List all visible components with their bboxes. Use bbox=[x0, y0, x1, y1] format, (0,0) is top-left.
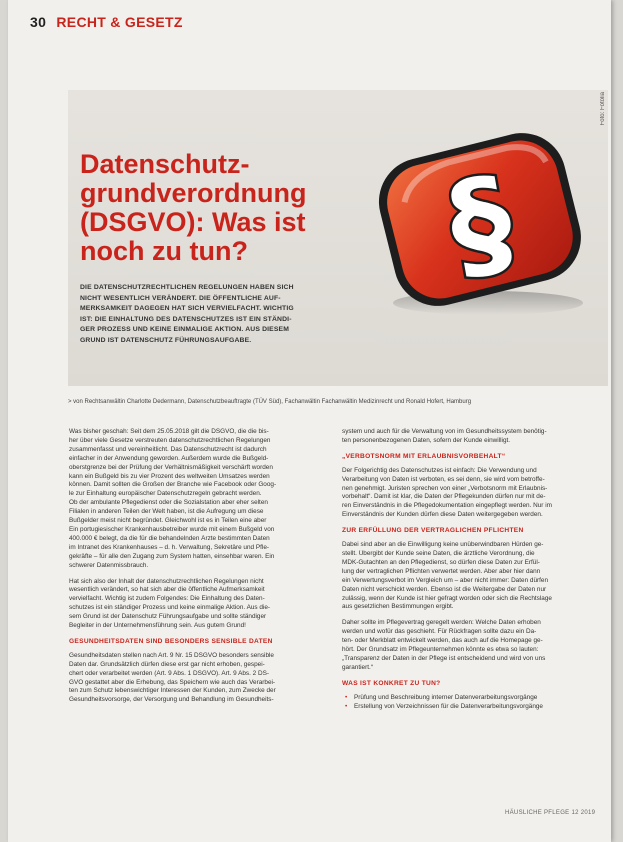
title-line: (DSGVO): Was ist bbox=[80, 207, 306, 237]
text-line: Begleiter in der Unternehmensführung sein. Aus gutem Grund! bbox=[69, 622, 246, 630]
text-line: im Intranet des Krankenhauses – d. h. Verwaltung, Sekretäre und Pfle- bbox=[69, 543, 270, 551]
intro-line: DIE DATENSCHUTZRECHTLICHEN REGELUNGEN HABEN SICH bbox=[80, 284, 294, 291]
text-line: Verarbeitung von Daten ist verboten, es sei denn, sie wird vom betroffe- bbox=[342, 475, 545, 483]
text-line: werden und wofür das geschieht. Für Rückfragen sollte dazu ein Da- bbox=[342, 628, 537, 636]
section-heading: ZUR ERFÜLLUNG DER VERTRAGLICHEN PFLICHTEN bbox=[342, 527, 524, 535]
text-line: wesentlich verändert, so hat sich aber die öffentliche Aufmerksamkeit bbox=[69, 586, 265, 594]
intro-line: MERKSAMKEIT DAGEGEN HAT SICH VERVIELFACHT. WICHTIG bbox=[80, 305, 294, 313]
author-caption: > von Rechtsanwältin Charlotte Dedermann, Datenschutzbeauftragte (TÜV Süd), Fachanwältin Fachanwältin Medizinrecht und Ronald Hofert, Hamburg bbox=[68, 399, 472, 405]
text-line: Ob der ambulante Pflegedienst oder die Sozialstation aber eher selten bbox=[69, 499, 268, 507]
text-line: vorbehalt“. Damit ist klar, die Daten der Pflegekunden dürfen nur mit de- bbox=[342, 493, 546, 501]
text-line: kann ein Bußgeld bis zu vier Prozent des weltweiten Umsatzes werden bbox=[69, 472, 270, 480]
text-line: Ein portugiesischer Krankenhausbetreiber wurde mit einem Bußgeld von bbox=[69, 525, 275, 533]
text-line: schutzes ist ein ständiger Prozess und keine einmalige Aktion. Aus die- bbox=[69, 604, 271, 612]
paragraph bbox=[69, 652, 327, 705]
text-line: Was bisher geschah: Seit dem 25.05.2018 gilt die DSGVO, die die bis- bbox=[69, 428, 269, 435]
text-line: ten- oder Merkblatt entwickelt werden, das auch auf die Homepage ge- bbox=[342, 637, 543, 645]
text-line: ein Verwertungsverbot im Vergleich um – aber nicht immer: Daten dürfen bbox=[342, 576, 549, 584]
paragraph bbox=[69, 578, 327, 631]
paragraph bbox=[342, 619, 604, 672]
paragraph bbox=[342, 428, 604, 446]
text-line: Gesundheitsvorsorge, der Versorgung und Behandlung im Gesundheits- bbox=[69, 696, 274, 704]
text-line: chert oder verarbeitet werden (Art. 9 Abs. 1 DSGVO). Art. 9 Abs. 2 DS- bbox=[69, 669, 269, 677]
section-heading: WAS IST KONKRET ZU TUN? bbox=[342, 679, 441, 687]
text-line: lung der vertraglichen Pflichten verwertet werden. Aber aber hier dann bbox=[342, 567, 541, 575]
text-line: Gesundheitsdaten stellen nach Art. 9 Nr. 15 DSGVO besonders sensible bbox=[69, 651, 274, 659]
todo-list bbox=[342, 694, 604, 712]
paragraph bbox=[342, 541, 604, 612]
intro-line: GER PROZESS UND KEINE EINMALIGE AKTION. AUS DIESEM bbox=[80, 326, 290, 334]
text-line: ten zum Schutz lebenswichtiger Interessen der Kunden, zum Zwecke der bbox=[69, 687, 276, 695]
title-line: Datenschutz- bbox=[80, 149, 250, 179]
text-line: „Transparenz der Daten in der Pflege ist entscheidend und wird von uns bbox=[342, 654, 546, 662]
text-line: Daten dar. Grundsätzlich dürfen diese erst gar nicht erhoben, gespei- bbox=[69, 660, 265, 668]
text-line: hört. Der Grundsatz im Pflegeunternehmen könnte es etwa so lauten: bbox=[342, 646, 539, 654]
page-number: 30 bbox=[30, 14, 47, 30]
photo-credit: Foto: Fotolia bbox=[600, 92, 606, 126]
list-item: • Erstellung von Verzeichnissen für die Datenverarbeitungsvorgänge bbox=[354, 703, 604, 712]
page-footer: HÄUSLICHE PFLEGE 12 2019 bbox=[505, 810, 596, 816]
text-line: zulässig, wenn der Kunde ist hier gefragt worden oder sich die Rechtslage bbox=[342, 594, 552, 602]
text-line: oberstgrenze bei der Prüfung der Verhältnismäßigkeit verschärft worden bbox=[69, 463, 273, 471]
magazine-page bbox=[8, 0, 611, 842]
text-line: ren Einverständnis in die Pflegedokumentation eingepflegt werden. Nur im bbox=[342, 502, 552, 510]
right-column bbox=[342, 428, 604, 711]
text-line: Dabei sind aber an die Einwilligung keine unüberwindbaren Hürden ge- bbox=[342, 541, 544, 549]
text-line: 400.000 € belegt, da die für die behandelnden Ärzte bestimmten Daten bbox=[69, 534, 270, 542]
text-line: ten personenbezogenen Daten, sofern der Kunde einwilligt. bbox=[342, 436, 511, 444]
list-item: • Prüfung und Beschreibung interner Datenverarbeitungsvorgänge bbox=[354, 694, 604, 703]
title-line: grundverordnung bbox=[80, 178, 307, 208]
text-line: gekräfte – für alle den Zugang zum System hatten, einsehbar waren. Ein bbox=[69, 552, 275, 560]
icon-glyph: § bbox=[439, 150, 523, 299]
page-header bbox=[30, 14, 183, 30]
text-line: system und auch für die Verwaltung von im Gesundheitssystem benötig- bbox=[342, 428, 547, 435]
text-line: Hat sich also der Inhalt der datenschutzrechtlichen Regelungen nicht bbox=[69, 577, 264, 585]
text-line: Daher sollte im Pflegevertrag geregelt werden: Welche Daten erhoben bbox=[342, 619, 541, 627]
intro-line: GRUND IST DATENSCHUTZ FÜHRUNGSAUFGABE. bbox=[80, 336, 252, 344]
text-line: aus gesetzlichen Bestimmungen ergibt. bbox=[342, 603, 454, 611]
text-line: vervielfacht. Wichtig ist zudem Folgendes: Die Einhaltung des Daten- bbox=[69, 595, 265, 603]
text-line: her über viele Gesetze verstreuten datenschutzrechtlichen Regelungen bbox=[69, 436, 271, 444]
text-line: Einverständnis der Kunden dürfen diese Daten weitergegeben werden. bbox=[342, 511, 543, 519]
text-line: GVO gestattet aber die Erhebung, das Speichern wie auch das Verarbei- bbox=[69, 678, 276, 686]
text-line: schwerer Datenmissbrauch. bbox=[69, 561, 149, 569]
section-heading: „VERBOTSNORM MIT ERLAUBNISVORBEHALT“ bbox=[342, 452, 506, 460]
article-intro bbox=[80, 283, 342, 347]
text-line: Daten nicht verschickt werden. Ebenso ist die Weitergabe der Daten nur bbox=[342, 585, 547, 593]
text-line: stellt. Übergibt der Kunde seine Daten, die ärztliche Verordnung, die bbox=[342, 549, 535, 557]
text-line: le zur Einhaltung europäischer Datenschutzregeln gebracht werden. bbox=[69, 490, 262, 498]
text-line: sem Grund ist der Datenschutz Führungsaufgabe und sollte ständiger bbox=[69, 613, 267, 621]
paragraph-sign-icon bbox=[363, 115, 593, 325]
paragraph bbox=[342, 467, 604, 520]
text-line: Filialen in anderen Teilen der Welt haben, ist die Aufregung um diese bbox=[69, 508, 264, 516]
text-line: Bußgelder meist nicht begründet. Gleichwohl ist es in Teilen eine aber bbox=[69, 517, 267, 525]
text-line: einfacher in der Anwendung geworden. Außerdem wurde die Bußgeld- bbox=[69, 454, 269, 462]
text-line: können. Damit sollten die Großen der Branche wie Facebook oder Goog- bbox=[69, 481, 277, 489]
section-title: RECHT & GESETZ bbox=[56, 14, 183, 30]
text-line: MDK-Gutachten an den Pflegedienst, so dürfen diese Daten zur Erfül- bbox=[342, 558, 540, 566]
intro-line: NICHT WESENTLICH VERÄNDERT. DIE ÖFFENTLICHE AUF- bbox=[80, 294, 281, 302]
text-line: zusammenfasst und vereinheitlicht. Das Datenschutzrecht ist dadurch bbox=[69, 445, 267, 453]
text-line: garantiert.“ bbox=[342, 663, 373, 671]
text-line: nen genehmigt. Juristen sprechen von einer „Verbotsnorm mit Erlaubnis- bbox=[342, 484, 548, 492]
paragraph bbox=[69, 428, 327, 571]
title-line: noch zu tun? bbox=[80, 236, 248, 266]
intro-line: IST: DIE EINHALTUNG DES DATENSCHUTZES IST EIN STÄNDI- bbox=[80, 315, 292, 323]
article-title bbox=[80, 150, 370, 266]
text-line: Der Folgerichtig des Datenschutzes ist einfach: Die Verwendung und bbox=[342, 466, 537, 474]
section-heading: GESUNDHEITSDATEN SIND BESONDERS SENSIBLE DATEN bbox=[69, 637, 273, 645]
left-column bbox=[69, 428, 327, 712]
